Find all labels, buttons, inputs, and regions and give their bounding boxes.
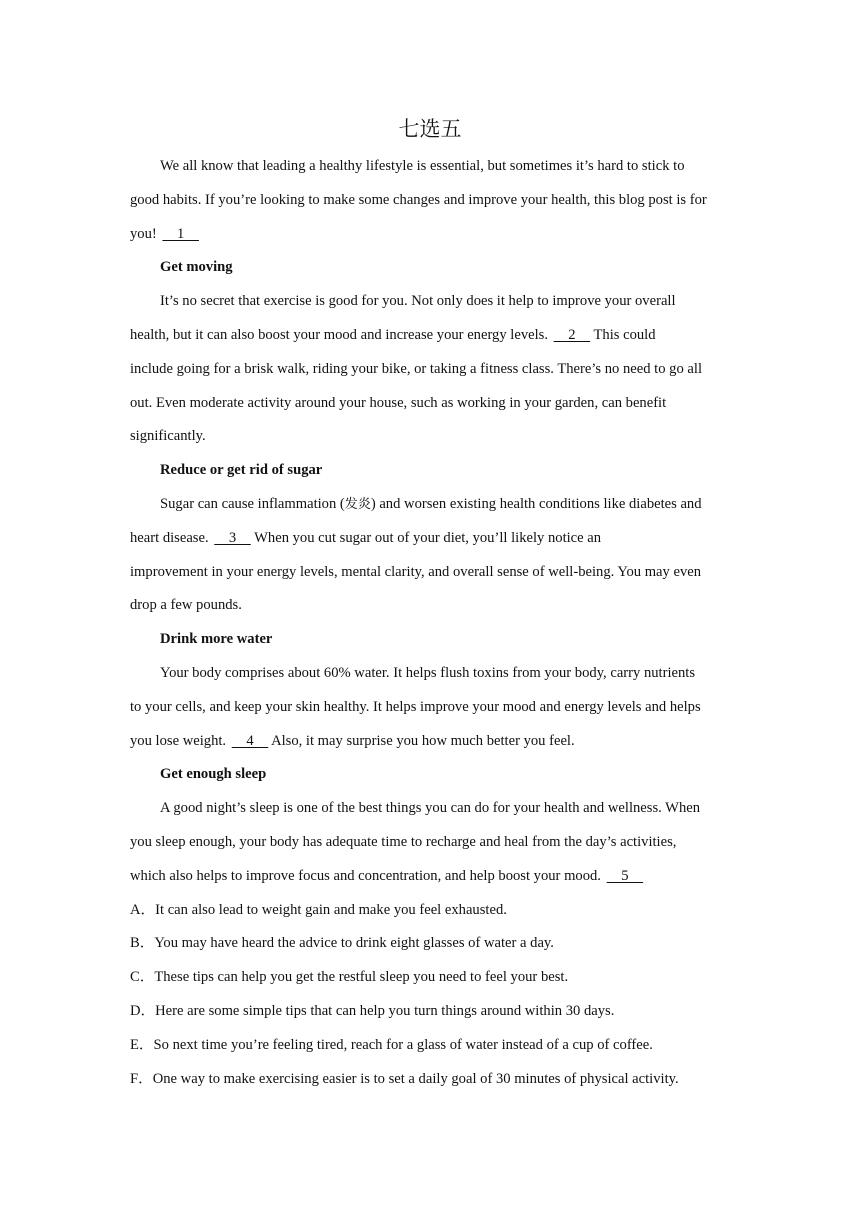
sugar-line-3: improvement in your energy levels, mental clarity, and overall sense of well-being. You may even <box>130 563 702 580</box>
blank-3: 3 <box>214 529 251 546</box>
sugar-line-2 <box>130 522 730 556</box>
water-line-3 <box>130 725 730 759</box>
blank-1: 1 <box>162 225 199 242</box>
intro-line-1: We all know that leading a healthy lifestyle is essential, but sometimes it’s hard to stick to <box>160 158 685 174</box>
option-e <box>130 1029 730 1063</box>
option-text: So next time you’re feeling tired, reach for a glass of water instead of a cup of coffee. <box>153 1036 653 1053</box>
sleep-line-2: you sleep enough, your body has adequate time to recharge and heal from the day’s activities, <box>130 833 677 850</box>
water-text-a: you lose weight. <box>130 732 227 749</box>
intro-line-2: good habits. If you’re looking to make some changes and improve your health, this blog post is for <box>130 191 707 208</box>
moving-line-1: It’s no secret that exercise is good for you. Not only does it help to improve your overall <box>160 293 676 310</box>
option-text: It can also lead to weight gain and make you feel exhausted. <box>155 901 507 918</box>
moving-line-5: significantly. <box>130 428 206 445</box>
sleep-line-3 <box>130 860 730 894</box>
option-text: These tips can help you get the restful sleep you need to feel your best. <box>154 969 569 986</box>
option-letter: F． <box>130 1070 153 1087</box>
water-text-b: Also, it may surprise you how much better you feel. <box>271 732 575 749</box>
sugar-text-c: heart disease. <box>130 529 209 546</box>
sugar-cjk-gloss: 发炎 <box>344 496 371 512</box>
blank-2: 2 <box>553 326 591 343</box>
page-title: 七选五 <box>398 117 462 141</box>
sugar-text-a: Sugar can cause inflammation ( <box>160 495 345 512</box>
passage <box>130 150 730 1096</box>
option-letter: B． <box>130 935 155 952</box>
moving-line-2 <box>130 319 730 353</box>
section-heading-sleep: Get enough sleep <box>160 766 267 783</box>
sugar-text-b: ) and worsen existing health conditions like diabetes and <box>370 495 702 512</box>
blank-5: 5 <box>606 867 644 884</box>
option-letter: C． <box>130 969 155 986</box>
sleep-line-1: A good night’s sleep is one of the best things you can do for your health and wellness. When <box>160 800 701 817</box>
option-letter: D． <box>130 1002 156 1019</box>
option-b <box>130 927 730 961</box>
moving-line-4: out. Even moderate activity around your house, such as working in your garden, can benefit <box>130 394 667 411</box>
moving-line-3: include going for a brisk walk, riding your bike, or taking a fitness class. There’s no need to go all <box>130 360 702 377</box>
sugar-text-d: When you cut sugar out of your diet, you’ll likely notice an <box>254 529 602 546</box>
option-text: Here are some simple tips that can help you turn things around within 30 days. <box>155 1002 615 1019</box>
option-f <box>130 1063 730 1097</box>
moving-text-a: health, but it can also boost your mood and increase your energy levels. <box>130 326 548 343</box>
water-line-1: Your body comprises about 60% water. It helps flush toxins from your body, carry nutrients <box>160 664 696 681</box>
sleep-text-a: which also helps to improve focus and concentration, and help boost your mood. <box>130 867 601 884</box>
intro-text: you! <box>130 225 157 242</box>
option-letter: A． <box>130 901 156 918</box>
blank-4: 4 <box>231 732 269 749</box>
sugar-line-1 <box>130 488 730 522</box>
section-heading-water: Drink more water <box>160 631 273 648</box>
intro-line-3 <box>130 218 730 252</box>
section-heading-get-moving: Get moving <box>160 259 233 276</box>
section-heading-sugar: Reduce or get rid of sugar <box>160 462 323 479</box>
option-d <box>130 995 730 1029</box>
moving-text-b: This could <box>593 326 656 343</box>
option-text: You may have heard the advice to drink eight glasses of water a day. <box>154 935 554 952</box>
option-text: One way to make exercising easier is to set a daily goal of 30 minutes of physical activity. <box>152 1070 679 1087</box>
option-c <box>130 961 730 995</box>
option-a <box>130 894 730 928</box>
option-letter: E． <box>130 1036 154 1053</box>
water-line-2: to your cells, and keep your skin healthy. It helps improve your mood and energy levels and helps <box>130 698 701 715</box>
sugar-line-4: drop a few pounds. <box>130 597 242 614</box>
